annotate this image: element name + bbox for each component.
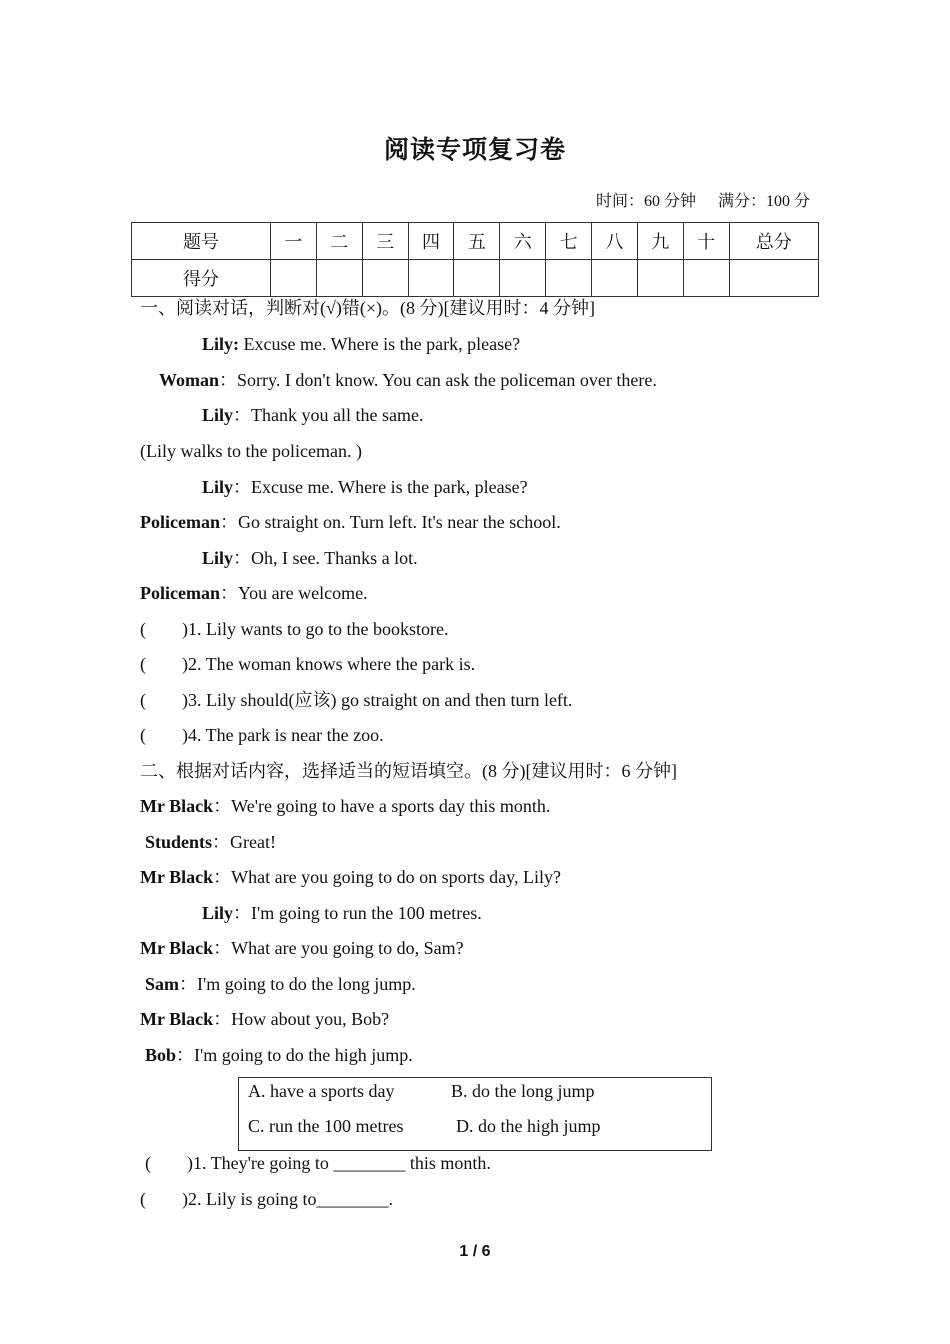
speaker-name: Lily (202, 405, 234, 425)
page-number: 1 / 6 (459, 1243, 491, 1260)
dialogue-text: ：I'm going to run the 100 metres. (233, 903, 482, 923)
speaker-name: Policeman (140, 583, 220, 603)
table-cell: 总分 (729, 223, 818, 260)
dialogue-line (140, 866, 561, 888)
dialogue-text: ：What are you going to do, Sam? (213, 938, 464, 958)
speaker-name: Lily: (202, 334, 240, 354)
table-cell: 九 (637, 223, 683, 260)
option-c: C. run the 100 metres (248, 1116, 404, 1136)
table-cell: 五 (454, 223, 500, 260)
option-b: B. do the long jump (451, 1081, 595, 1101)
table-cell: 六 (500, 223, 546, 260)
score-table-header-row (132, 223, 819, 260)
speaker-name: Bob (145, 1045, 177, 1065)
table-cell: 三 (362, 223, 408, 260)
dialogue-line (202, 547, 418, 569)
dialogue-text: ：I'm going to do the long jump. (179, 974, 416, 994)
table-cell: 得分 (132, 260, 271, 297)
question-item[interactable]: ( )2. The woman knows where the park is. (140, 654, 476, 674)
score-cell[interactable] (546, 260, 592, 297)
dialogue-text: ：Excuse me. Where is the park, please? (233, 477, 528, 497)
speaker-name: Mr Black (140, 938, 214, 958)
speaker-name: Sam (145, 974, 180, 994)
speaker-name: Lily (202, 548, 234, 568)
speaker-name: Lily (202, 903, 234, 923)
page-title: 阅读专项复习卷 (383, 137, 566, 164)
table-cell: 四 (408, 223, 454, 260)
section-heading: 二、根据对话内容，选择适当的短语填空。(8 分)[建议用时：6 分钟] (140, 761, 677, 781)
score-cell[interactable] (454, 260, 500, 297)
question-item[interactable]: ( )3. Lily should(应该) go straight on and then turn left. (140, 690, 573, 710)
table-cell: 题号 (132, 223, 271, 260)
dialogue-text: ：Go straight on. Turn left. It's near the school. (219, 512, 561, 532)
speaker-name: Woman (159, 370, 220, 390)
dialogue-text: ：Great! (212, 832, 276, 852)
score-cell[interactable] (729, 260, 818, 297)
speaker-name: Lily (202, 477, 234, 497)
option-d: D. do the high jump (456, 1116, 601, 1136)
dialogue-text: ：Sorry. I don't know. You can ask the policeman over there. (219, 370, 657, 390)
score-table (131, 222, 819, 297)
question-item[interactable]: ( )4. The park is near the zoo. (140, 725, 384, 745)
dialogue-line (140, 1008, 389, 1030)
score-cell[interactable] (408, 260, 454, 297)
dialogue-text: ：You are welcome. (219, 583, 368, 603)
table-cell: 七 (546, 223, 592, 260)
dialogue-line (202, 476, 528, 498)
dialogue-line (140, 582, 368, 604)
speaker-name: Policeman (140, 512, 220, 532)
table-cell: 十 (683, 223, 729, 260)
dialogue-line (145, 1044, 413, 1066)
score-cell[interactable] (637, 260, 683, 297)
dialogue-text: ：How about you, Bob? (213, 1009, 390, 1029)
table-cell: 二 (316, 223, 362, 260)
speaker-name: Mr Black (140, 1009, 214, 1029)
dialogue-line (140, 511, 561, 533)
score-cell[interactable] (592, 260, 638, 297)
dialogue-text: ：We're going to have a sports day this month. (213, 796, 551, 816)
speaker-name: Students (145, 832, 213, 852)
dialogue-line (202, 404, 423, 426)
dialogue-line (140, 937, 464, 959)
table-cell: 八 (592, 223, 638, 260)
speaker-name: Mr Black (140, 796, 214, 816)
score-cell[interactable] (316, 260, 362, 297)
dialogue-text: ：Thank you all the same. (233, 405, 424, 425)
section-heading: 一、阅读对话，判断对(√)错(×)。(8 分)[建议用时：4 分钟] (140, 298, 595, 318)
exam-meta (578, 188, 810, 211)
dialogue-line (145, 831, 276, 853)
dialogue-line (202, 333, 520, 355)
dialogue-line (145, 973, 416, 995)
question-item[interactable]: ( )1. Lily wants to go to the bookstore. (140, 619, 449, 639)
dialogue-line (140, 795, 550, 817)
dialogue-text: (Lily walks to the policeman. ) (140, 441, 362, 461)
dialogue-text: Excuse me. Where is the park, please? (239, 334, 521, 354)
options-box (238, 1077, 712, 1151)
score-cell[interactable] (362, 260, 408, 297)
time-limit: 时间：60 分钟 (595, 193, 696, 210)
score-cell[interactable] (271, 260, 317, 297)
full-score: 满分：100 分 (717, 193, 810, 210)
dialogue-line (202, 902, 482, 924)
question-item[interactable]: ( )2. Lily is going to________. (140, 1189, 393, 1209)
dialogue-line (159, 369, 657, 391)
score-cell[interactable] (500, 260, 546, 297)
score-table-score-row (132, 260, 819, 297)
score-cell[interactable] (683, 260, 729, 297)
dialogue-text: ：I'm going to do the high jump. (176, 1045, 413, 1065)
question-item[interactable]: ( )1. They're going to ________ this month. (145, 1153, 491, 1173)
dialogue-text: ：What are you going to do on sports day, Lily? (213, 867, 561, 887)
option-a: A. have a sports day (248, 1081, 395, 1101)
speaker-name: Mr Black (140, 867, 214, 887)
dialogue-line (140, 440, 362, 462)
dialogue-text: ：Oh, I see. Thanks a lot. (233, 548, 418, 568)
table-cell: 一 (271, 223, 317, 260)
